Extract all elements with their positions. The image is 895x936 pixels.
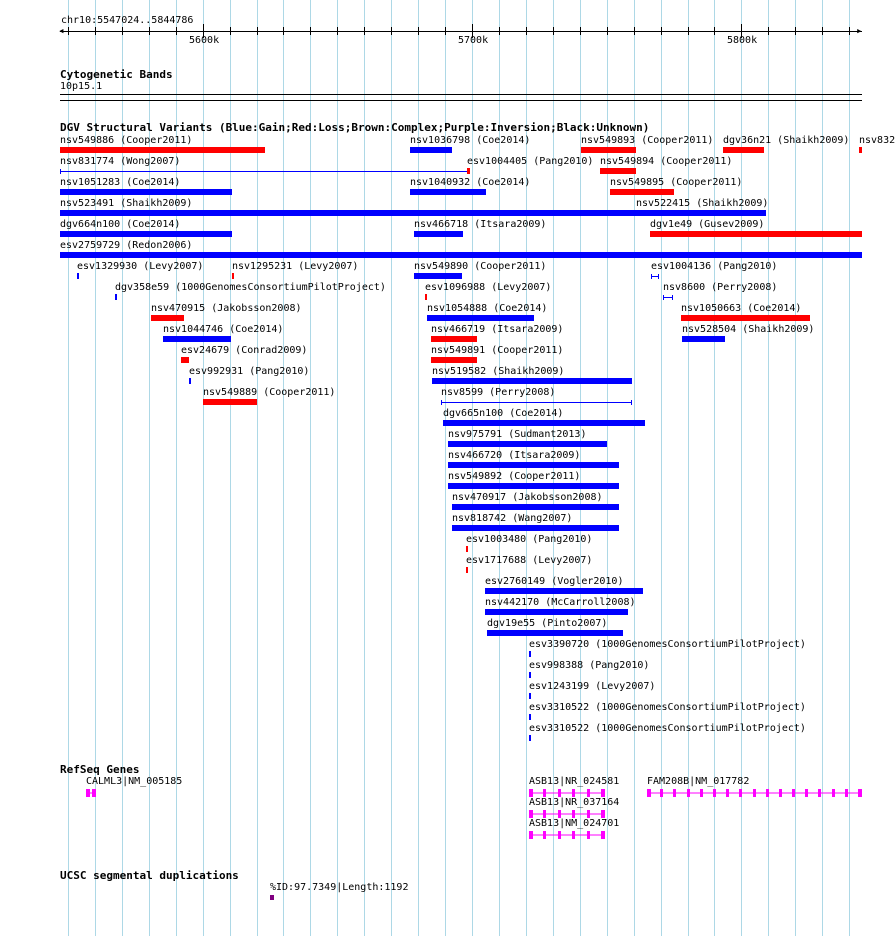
- dgv-feature-label[interactable]: nsv831774 (Wong2007): [60, 156, 181, 167]
- dgv-feature-bar[interactable]: [425, 294, 427, 300]
- dgv-feature-label[interactable]: esv24679 (Conrad2009): [181, 345, 308, 356]
- gene-exon: [558, 831, 561, 839]
- cytoband-track-title: Cytogenetic Bands: [60, 68, 173, 81]
- dgv-track-title: DGV Structural Variants (Blue:Gain;Red:Loss;Brown:Complex;Purple:Inversion;Black:Unknown): [60, 121, 650, 134]
- dgv-feature-label[interactable]: nsv522415 (Shaikh2009): [636, 198, 769, 209]
- grid-line: [391, 0, 392, 936]
- ruler-minor-tick: [849, 27, 850, 35]
- gene-exon: [543, 789, 546, 797]
- gene-exon: [818, 789, 821, 797]
- dgv-feature-label[interactable]: nsv470917 (Jakobsson2008): [452, 492, 603, 503]
- gene-exon: [713, 789, 716, 797]
- dgv-feature-bar[interactable]: [610, 189, 674, 195]
- dgv-feature-cap: [672, 295, 673, 300]
- ruler-minor-tick: [418, 27, 419, 35]
- dgv-feature-label[interactable]: nsv523491 (Shaikh2009): [60, 198, 193, 209]
- ruler-left-arrow: ◂: [58, 24, 65, 37]
- dgv-feature-bar[interactable]: [60, 210, 636, 216]
- dgv-feature-bar[interactable]: [485, 609, 628, 615]
- dgv-feature-label[interactable]: nsv549891 (Cooper2011): [431, 345, 564, 356]
- dgv-feature-label[interactable]: nsv1050663 (Coe2014): [681, 303, 802, 314]
- gene-exon: [558, 789, 561, 797]
- dgv-feature-bar[interactable]: [466, 567, 468, 573]
- grid-line: [310, 0, 311, 936]
- dgv-feature-label[interactable]: esv1243199 (Levy2007): [529, 681, 656, 692]
- ruler-minor-tick: [688, 27, 689, 35]
- dgv-feature-label[interactable]: dgv665n100 (Coe2014): [443, 408, 564, 419]
- dgv-feature-bar[interactable]: [452, 504, 619, 510]
- ruler-minor-tick: [149, 27, 150, 35]
- ruler-tick-label: 5800k: [727, 35, 758, 46]
- gene-exon: [601, 789, 605, 797]
- dgv-feature-cap: [663, 295, 664, 300]
- dgv-feature-bar[interactable]: [189, 378, 191, 384]
- dgv-feature-bar[interactable]: [859, 147, 862, 153]
- dgv-feature-label[interactable]: nsv549890 (Cooper2011): [414, 261, 547, 272]
- dgv-feature-label[interactable]: nsv470915 (Jakobsson2008): [151, 303, 302, 314]
- ruler-tick-label: 5700k: [458, 35, 489, 46]
- dgv-feature-label[interactable]: nsv1044746 (Coe2014): [163, 324, 284, 335]
- dgv-feature-label[interactable]: esv1004136 (Pang2010): [651, 261, 778, 272]
- dgv-feature-bar[interactable]: [203, 399, 257, 405]
- dgv-feature-cap: [631, 400, 632, 405]
- dgv-feature-bar[interactable]: [452, 525, 619, 531]
- dgv-feature-label[interactable]: nsv832: [859, 135, 895, 146]
- ruler-minor-tick: [526, 27, 527, 35]
- dgv-feature-label[interactable]: esv3310522 (1000GenomesConsortiumPilotProject): [529, 723, 806, 734]
- dgv-feature-bar[interactable]: [181, 357, 189, 363]
- ruler-minor-tick: [283, 27, 284, 35]
- dgv-feature-bar[interactable]: [723, 147, 764, 153]
- dgv-feature-label[interactable]: esv1329930 (Levy2007): [77, 261, 204, 272]
- dgv-feature-bar[interactable]: [448, 441, 607, 447]
- gene-exon: [86, 789, 90, 797]
- dgv-feature-label[interactable]: nsv549895 (Cooper2011): [610, 177, 743, 188]
- gene-exon: [687, 789, 690, 797]
- dgv-feature-label[interactable]: nsv1295231 (Levy2007): [232, 261, 359, 272]
- dgv-feature-bar[interactable]: [151, 315, 184, 321]
- dgv-feature-cap: [60, 169, 61, 174]
- grid-line: [203, 0, 204, 936]
- dgv-feature-label[interactable]: esv2759729 (Redon2006): [60, 240, 193, 251]
- gene-exon: [832, 789, 835, 797]
- ruler-minor-tick: [553, 27, 554, 35]
- gene-exon: [753, 789, 756, 797]
- dgv-feature-bar[interactable]: [448, 462, 619, 468]
- gene-exon: [587, 789, 590, 797]
- dgv-feature-label[interactable]: esv1003480 (Pang2010): [466, 534, 593, 545]
- ruler-minor-tick: [364, 27, 365, 35]
- dgv-feature-label[interactable]: nsv466718 (Itsara2009): [414, 219, 547, 230]
- dgv-feature-line[interactable]: [441, 402, 632, 403]
- segdup-feature-label[interactable]: %ID:97.7349|Length:1192: [270, 882, 409, 893]
- dgv-feature-label[interactable]: esv992931 (Pang2010): [189, 366, 310, 377]
- gene-exon: [572, 789, 575, 797]
- gene-exon: [572, 810, 575, 818]
- segdup-track-title: UCSC segmental duplications: [60, 869, 239, 882]
- dgv-feature-bar[interactable]: [448, 483, 619, 489]
- grid-line: [364, 0, 365, 936]
- dgv-feature-cap: [441, 400, 442, 405]
- gene-exon: [647, 789, 651, 797]
- gene-exon: [558, 810, 561, 818]
- dgv-feature-label[interactable]: nsv549889 (Cooper2011): [203, 387, 336, 398]
- cytoband-top-line: [60, 94, 862, 95]
- dgv-feature-bar[interactable]: [115, 294, 117, 300]
- dgv-feature-bar[interactable]: [443, 420, 645, 426]
- ruler-minor-tick: [257, 27, 258, 35]
- gene-exon: [92, 789, 96, 797]
- dgv-feature-bar[interactable]: [414, 273, 462, 279]
- gene-exon: [845, 789, 848, 797]
- dgv-feature-bar[interactable]: [466, 546, 468, 552]
- ruler-minor-tick: [230, 27, 231, 35]
- dgv-feature-bar[interactable]: [529, 672, 531, 678]
- dgv-feature-bar[interactable]: [77, 273, 79, 279]
- dgv-feature-bar[interactable]: [431, 336, 477, 342]
- gene-exon: [572, 831, 575, 839]
- gene-model[interactable]: [529, 829, 607, 841]
- dgv-feature-bar[interactable]: [232, 273, 234, 279]
- dgv-feature-label[interactable]: dgv19e55 (Pinto2007): [487, 618, 608, 629]
- gene-label[interactable]: CALML3|NM_005185: [86, 776, 183, 787]
- dgv-feature-label[interactable]: nsv1036798 (Coe2014): [410, 135, 531, 146]
- gene-exon: [739, 789, 742, 797]
- grid-line: [230, 0, 231, 936]
- dgv-feature-bar[interactable]: [414, 231, 463, 237]
- dgv-feature-label[interactable]: esv1096988 (Levy2007): [425, 282, 552, 293]
- ruler-tick-label: 5600k: [189, 35, 220, 46]
- dgv-feature-bar[interactable]: [60, 189, 232, 195]
- dgv-feature-bar[interactable]: [529, 693, 531, 699]
- dgv-feature-bar[interactable]: [60, 147, 265, 153]
- ruler-minor-tick: [607, 27, 608, 35]
- ruler-minor-tick: [634, 27, 635, 35]
- gene-model[interactable]: [647, 787, 864, 799]
- dgv-feature-label[interactable]: dgv36n21 (Shaikh2009): [723, 135, 850, 146]
- ruler-minor-tick: [795, 27, 796, 35]
- dgv-feature-bar[interactable]: [581, 147, 636, 153]
- dgv-feature-bar[interactable]: [636, 210, 766, 216]
- dgv-feature-label[interactable]: nsv1051283 (Coe2014): [60, 177, 181, 188]
- gene-exon: [766, 789, 769, 797]
- dgv-feature-label[interactable]: dgv1e49 (Gusev2009): [650, 219, 765, 230]
- gene-exon: [587, 831, 590, 839]
- dgv-feature-bar[interactable]: [410, 147, 452, 153]
- refseq-track-title: RefSeq Genes: [60, 763, 140, 776]
- dgv-feature-label[interactable]: esv3390720 (1000GenomesConsortiumPilotProject): [529, 639, 806, 650]
- gene-label[interactable]: FAM208B|NM_017782: [647, 776, 750, 787]
- ruler-minor-tick: [822, 27, 823, 35]
- gene-exon: [529, 831, 533, 839]
- dgv-feature-bar[interactable]: [529, 651, 531, 657]
- gene-exon: [543, 831, 546, 839]
- dgv-feature-label[interactable]: nsv549886 (Cooper2011): [60, 135, 193, 146]
- ruler-minor-tick: [176, 27, 177, 35]
- dgv-feature-label[interactable]: dgv664n100 (Coe2014): [60, 219, 181, 230]
- dgv-feature-label[interactable]: nsv8600 (Perry2008): [663, 282, 778, 293]
- cytoband-label[interactable]: 10p15.1: [60, 81, 103, 92]
- gene-exon: [726, 789, 729, 797]
- grid-line: [337, 0, 338, 936]
- ruler-minor-tick: [68, 27, 69, 35]
- cytoband-bottom-line: [60, 100, 862, 101]
- dgv-feature-label[interactable]: nsv519582 (Shaikh2009): [432, 366, 565, 377]
- dgv-feature-label[interactable]: nsv818742 (Wang2007): [452, 513, 573, 524]
- gene-label[interactable]: ASB13|NM_024701: [529, 818, 620, 829]
- dgv-feature-label[interactable]: nsv528504 (Shaikh2009): [682, 324, 815, 335]
- dgv-feature-bar[interactable]: [485, 588, 643, 594]
- segdup-feature-bar[interactable]: [270, 895, 274, 900]
- ruler-minor-tick: [391, 27, 392, 35]
- dgv-feature-bar[interactable]: [432, 378, 632, 384]
- gene-label[interactable]: ASB13|NR_024581: [529, 776, 620, 787]
- dgv-feature-label[interactable]: esv1004405 (Pang2010): [467, 156, 594, 167]
- dgv-feature-bar[interactable]: [650, 231, 862, 237]
- gene-exon: [779, 789, 782, 797]
- dgv-feature-bar[interactable]: [60, 231, 232, 237]
- gene-exon: [858, 789, 862, 797]
- dgv-feature-label[interactable]: esv2760149 (Vogler2010): [485, 576, 624, 587]
- gene-exon: [587, 810, 590, 818]
- dgv-feature-bar[interactable]: [682, 336, 725, 342]
- ruler-minor-tick: [499, 27, 500, 35]
- ruler-minor-tick: [580, 27, 581, 35]
- dgv-feature-label[interactable]: nsv466720 (Itsara2009): [448, 450, 581, 461]
- gene-exon: [673, 789, 676, 797]
- dgv-feature-bar[interactable]: [410, 189, 486, 195]
- dgv-feature-label[interactable]: esv998388 (Pang2010): [529, 660, 650, 671]
- dgv-feature-label[interactable]: nsv8599 (Perry2008): [441, 387, 556, 398]
- ruler-right-arrow: ▸: [856, 24, 863, 37]
- dgv-feature-cap: [658, 274, 659, 279]
- ruler-minor-tick: [122, 27, 123, 35]
- dgv-feature-bar[interactable]: [600, 168, 636, 174]
- gene-exon: [601, 831, 605, 839]
- dgv-feature-bar[interactable]: [529, 714, 531, 720]
- dgv-feature-bar[interactable]: [487, 630, 623, 636]
- dgv-feature-line[interactable]: [60, 171, 469, 172]
- gene-exon: [805, 789, 808, 797]
- dgv-feature-bar[interactable]: [529, 735, 531, 741]
- dgv-feature-label[interactable]: esv1717688 (Levy2007): [466, 555, 593, 566]
- gene-label[interactable]: ASB13|NR_037164: [529, 797, 620, 808]
- dgv-feature-bar[interactable]: [467, 168, 470, 174]
- grid-line: [257, 0, 258, 936]
- dgv-feature-label[interactable]: nsv1040932 (Coe2014): [410, 177, 531, 188]
- ruler-minor-tick: [714, 27, 715, 35]
- ruler-minor-tick: [661, 27, 662, 35]
- gene-exon: [700, 789, 703, 797]
- dgv-feature-bar[interactable]: [427, 315, 534, 321]
- dgv-feature-bar[interactable]: [60, 252, 862, 258]
- gene-exon: [543, 810, 546, 818]
- dgv-feature-label[interactable]: nsv549894 (Cooper2011): [600, 156, 733, 167]
- dgv-feature-label[interactable]: dgv358e59 (1000GenomesConsortiumPilotProject): [115, 282, 386, 293]
- grid-line: [283, 0, 284, 936]
- gene-exon: [792, 789, 795, 797]
- dgv-feature-label[interactable]: nsv466719 (Itsara2009): [431, 324, 564, 335]
- gene-exon: [529, 810, 533, 818]
- dgv-feature-cap: [651, 274, 652, 279]
- dgv-feature-label[interactable]: nsv1054888 (Coe2014): [427, 303, 548, 314]
- gene-exon: [660, 789, 663, 797]
- ruler-minor-tick: [337, 27, 338, 35]
- gene-model[interactable]: [86, 787, 98, 799]
- gene-exon: [601, 810, 605, 818]
- dgv-feature-label[interactable]: nsv549892 (Cooper2011): [448, 471, 581, 482]
- ruler-minor-tick: [95, 27, 96, 35]
- dgv-feature-label[interactable]: nsv442170 (McCarroll2008): [485, 597, 636, 608]
- dgv-feature-label[interactable]: esv3310522 (1000GenomesConsortiumPilotProject): [529, 702, 806, 713]
- dgv-feature-label[interactable]: nsv549893 (Cooper2011): [581, 135, 714, 146]
- dgv-feature-bar[interactable]: [163, 336, 231, 342]
- dgv-feature-bar[interactable]: [431, 357, 477, 363]
- ruler-minor-tick: [768, 27, 769, 35]
- gene-exon: [529, 789, 533, 797]
- position-label: chr10:5547024..5844786: [61, 15, 194, 26]
- ruler-minor-tick: [445, 27, 446, 35]
- dgv-feature-bar[interactable]: [681, 315, 810, 321]
- dgv-feature-label[interactable]: nsv975791 (Sudmant2013): [448, 429, 587, 440]
- ruler-minor-tick: [310, 27, 311, 35]
